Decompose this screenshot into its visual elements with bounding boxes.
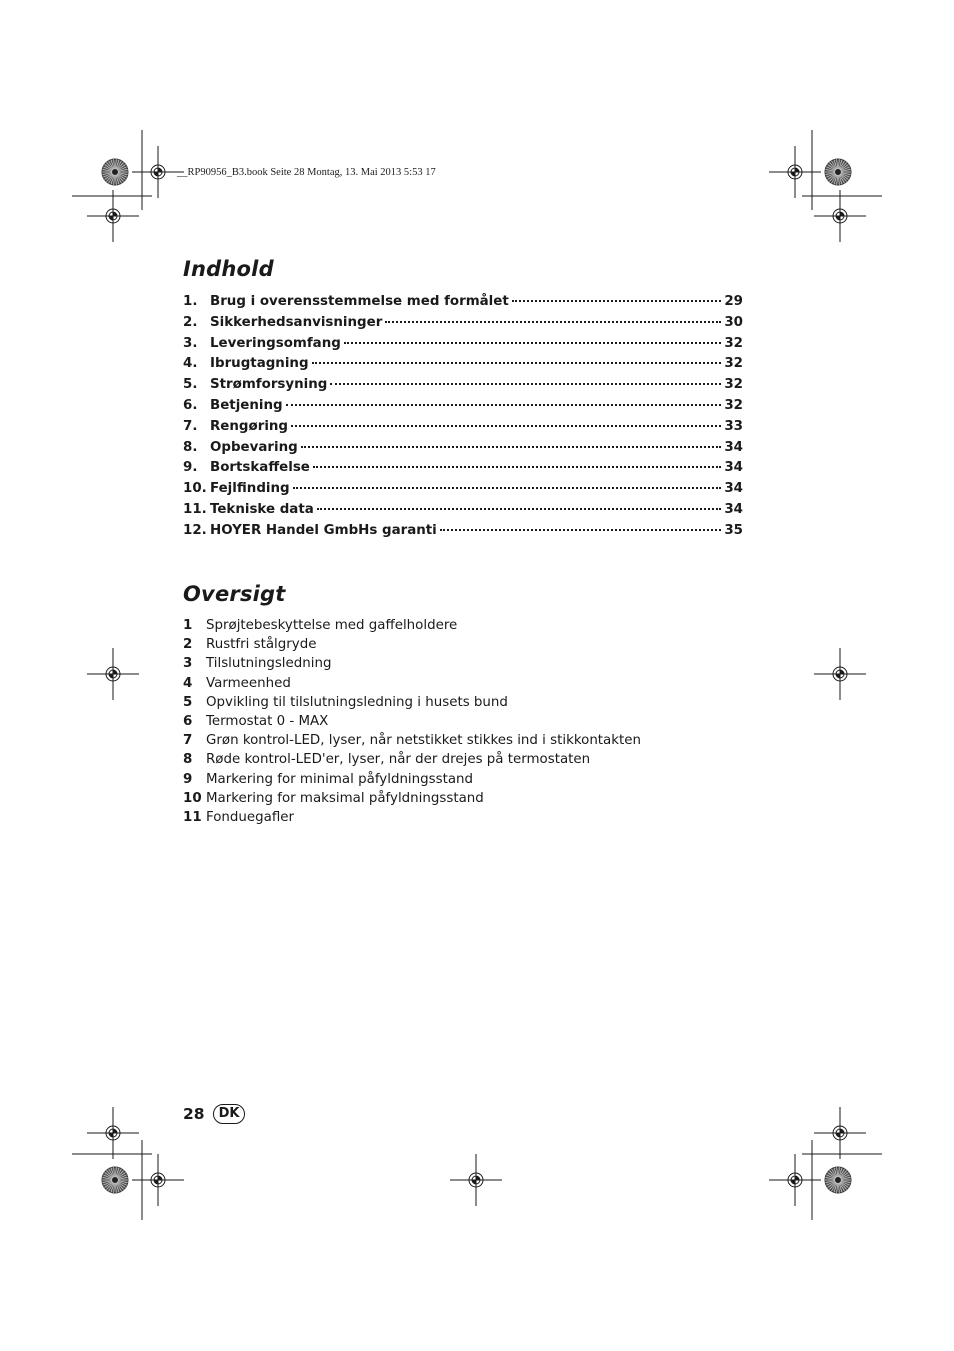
page-number: 28 (183, 1105, 205, 1123)
part-item (183, 808, 783, 827)
toc-entry-page: 32 (724, 377, 743, 393)
toc-entry-page: 34 (724, 460, 743, 476)
page-footer (183, 1104, 245, 1124)
toc-entry-page: 34 (724, 501, 743, 517)
toc-entry-number: 2. (183, 314, 198, 330)
toc-entry-title: Strømforsyning (210, 377, 328, 393)
part-description: Røde kontrol-LED'er, lyser, når der drejes på termostaten (206, 752, 591, 768)
toc-entry-title: Opbevaring (210, 439, 298, 455)
toc-dot-leader (313, 465, 721, 468)
print-file-info: __RP90956_B3.book Seite 28 Montag, 13. Mai 2013 5:53 17 (177, 167, 436, 178)
toc-entry-title: HOYER Handel GmbHs garanti (210, 522, 437, 538)
toc-dot-leader (385, 320, 721, 323)
part-description: Varmeenhed (206, 675, 291, 691)
toc-entry (183, 375, 743, 396)
language-badge: DK (213, 1104, 246, 1124)
part-number: 8 (183, 752, 193, 768)
toc-entry-page: 34 (724, 439, 743, 455)
part-item (183, 616, 783, 635)
part-number: 9 (183, 771, 193, 787)
toc-entry-number: 5. (183, 377, 198, 393)
part-number: 7 (183, 733, 193, 749)
toc-entry-page: 34 (724, 481, 743, 497)
part-number: 6 (183, 713, 193, 729)
toc-entry-number: 9. (183, 460, 198, 476)
toc-dot-leader (344, 341, 722, 344)
toc-entry-title: Rengøring (210, 418, 289, 434)
part-number: 5 (183, 694, 193, 710)
toc-entry-page: 35 (724, 522, 743, 538)
part-description: Fonduegafler (206, 809, 295, 825)
toc-entry-number: 11. (183, 501, 207, 517)
part-description: Tilslutningsledning (206, 656, 332, 672)
toc-entry-title: Bortskaffelse (210, 460, 310, 476)
toc-entry-number: 7. (183, 418, 198, 434)
part-item (183, 674, 783, 693)
toc-entry (183, 438, 743, 459)
part-number: 11 (183, 809, 202, 825)
part-item (183, 750, 783, 769)
part-number: 1 (183, 618, 193, 633)
parts-list (183, 616, 783, 827)
toc-entry (183, 354, 743, 375)
toc-entry-title: Tekniske data (210, 501, 314, 517)
part-item (183, 635, 783, 654)
toc-entry (183, 500, 743, 521)
toc-dot-leader (293, 486, 722, 489)
toc-entry (183, 417, 743, 438)
part-description: Markering for maksimal påfyldningsstand (206, 790, 484, 806)
part-description: Rustfri stålgryde (206, 637, 317, 653)
part-description: Sprøjtebeskyttelse med gaffelholdere (206, 618, 458, 633)
part-item (183, 693, 783, 712)
toc-entry (183, 521, 743, 542)
part-description: Grøn kontrol-LED, lyser, når netstikket stikkes ind i stikkontakten (206, 733, 641, 749)
contents-heading: Indhold (183, 257, 274, 281)
toc-entry (183, 396, 743, 417)
part-item (183, 712, 783, 731)
toc-entry-title: Ibrugtagning (210, 356, 309, 372)
toc-entry-number: 8. (183, 439, 198, 455)
part-description: Markering for minimal påfyldningsstand (206, 771, 474, 787)
part-number: 2 (183, 637, 193, 653)
toc-entry-number: 10. (183, 481, 207, 497)
toc-dot-leader (291, 424, 721, 427)
part-description: Opvikling til tilslutningsledning i husets bund (206, 694, 508, 710)
toc-entry-page: 29 (724, 294, 743, 309)
toc-entry-title: Sikkerhedsanvisninger (210, 314, 383, 330)
toc-dot-leader (312, 361, 722, 364)
table-of-contents (183, 292, 743, 542)
toc-dot-leader (317, 507, 722, 510)
toc-entry-page: 30 (724, 314, 743, 330)
toc-entry-title: Betjening (210, 397, 283, 413)
toc-entry-title: Fejlfinding (210, 481, 290, 497)
toc-dot-leader (301, 445, 722, 448)
toc-entry-title: Leveringsomfang (210, 335, 341, 351)
part-item (183, 731, 783, 750)
toc-entry-page: 33 (724, 418, 743, 434)
toc-entry (183, 313, 743, 334)
toc-entry-title: Brug i overensstemmelse med formålet (210, 294, 509, 309)
toc-entry (183, 458, 743, 479)
part-description: Termostat 0 - MAX (206, 713, 329, 729)
toc-entry (183, 292, 743, 313)
toc-entry-page: 32 (724, 397, 743, 413)
part-item (183, 789, 783, 808)
part-number: 10 (183, 790, 202, 806)
part-number: 4 (183, 675, 193, 691)
toc-dot-leader (286, 403, 722, 406)
toc-dot-leader (330, 382, 721, 385)
part-number: 3 (183, 656, 193, 672)
toc-entry-page: 32 (724, 335, 743, 351)
toc-entry (183, 479, 743, 500)
part-item (183, 770, 783, 789)
toc-entry-number: 6. (183, 397, 198, 413)
toc-dot-leader (440, 528, 722, 531)
overview-heading: Oversigt (183, 582, 286, 606)
toc-dot-leader (512, 299, 722, 302)
part-item (183, 654, 783, 673)
toc-entry-number: 1. (183, 294, 198, 309)
toc-entry-number: 4. (183, 356, 198, 372)
toc-entry-number: 12. (183, 522, 207, 538)
toc-entry-page: 32 (724, 356, 743, 372)
toc-entry (183, 334, 743, 355)
toc-entry-number: 3. (183, 335, 198, 351)
